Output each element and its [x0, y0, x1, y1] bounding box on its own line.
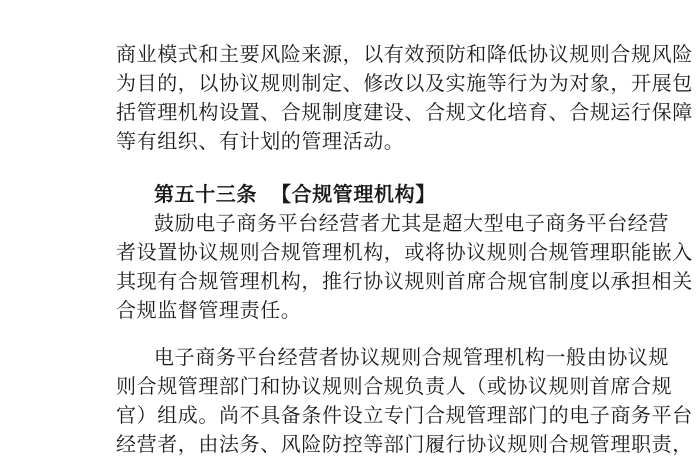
article-heading	[154, 182, 436, 206]
article-title: 【合规管理机构】	[271, 182, 436, 206]
paragraph-2-line-4: 合规监督管理责任。	[116, 298, 302, 322]
paragraph-2-line-3: 其现有合规管理机构，推行协议规则首席合规官制度以承担相关	[116, 269, 693, 293]
paragraph-2-line-1: 鼓励电子商务平台经营者尤其是超大型电子商务平台经营	[154, 211, 669, 235]
paragraph-1-line-1: 商业模式和主要风险来源，以有效预防和降低协议规则合规风险	[116, 42, 693, 66]
paragraph-1-line-4: 等有组织、有计划的管理活动。	[116, 129, 405, 153]
paragraph-1-line-0	[116, 0, 137, 12]
article-number: 第五十三条	[154, 182, 257, 206]
paragraph-3-line-3: 官）组成。尚不具备条件设立专门合规管理部门的电子商务平台	[116, 403, 693, 427]
paragraph-3-line-4: 经营者，由法务、风险防控等部门履行协议规则合规管理职责，	[116, 432, 693, 456]
paragraph-1-line-2: 为目的，以协议规则制定、修改以及实施等行为为对象，开展包	[116, 71, 693, 95]
paragraph-2-line-2: 者设置协议规则合规管理机构，或将协议规则合规管理职能嵌入	[116, 240, 693, 264]
paragraph-3-line-1: 电子商务平台经营者协议规则合规管理机构一般由协议规	[154, 345, 669, 369]
paragraph-3-line-2: 则合规管理部门和协议规则合规负责人（或协议规则首席合规	[116, 374, 673, 398]
paragraph-1-line-3: 括管理机构设置、合规制度建设、合规文化培育、合规运行保障	[116, 100, 693, 124]
